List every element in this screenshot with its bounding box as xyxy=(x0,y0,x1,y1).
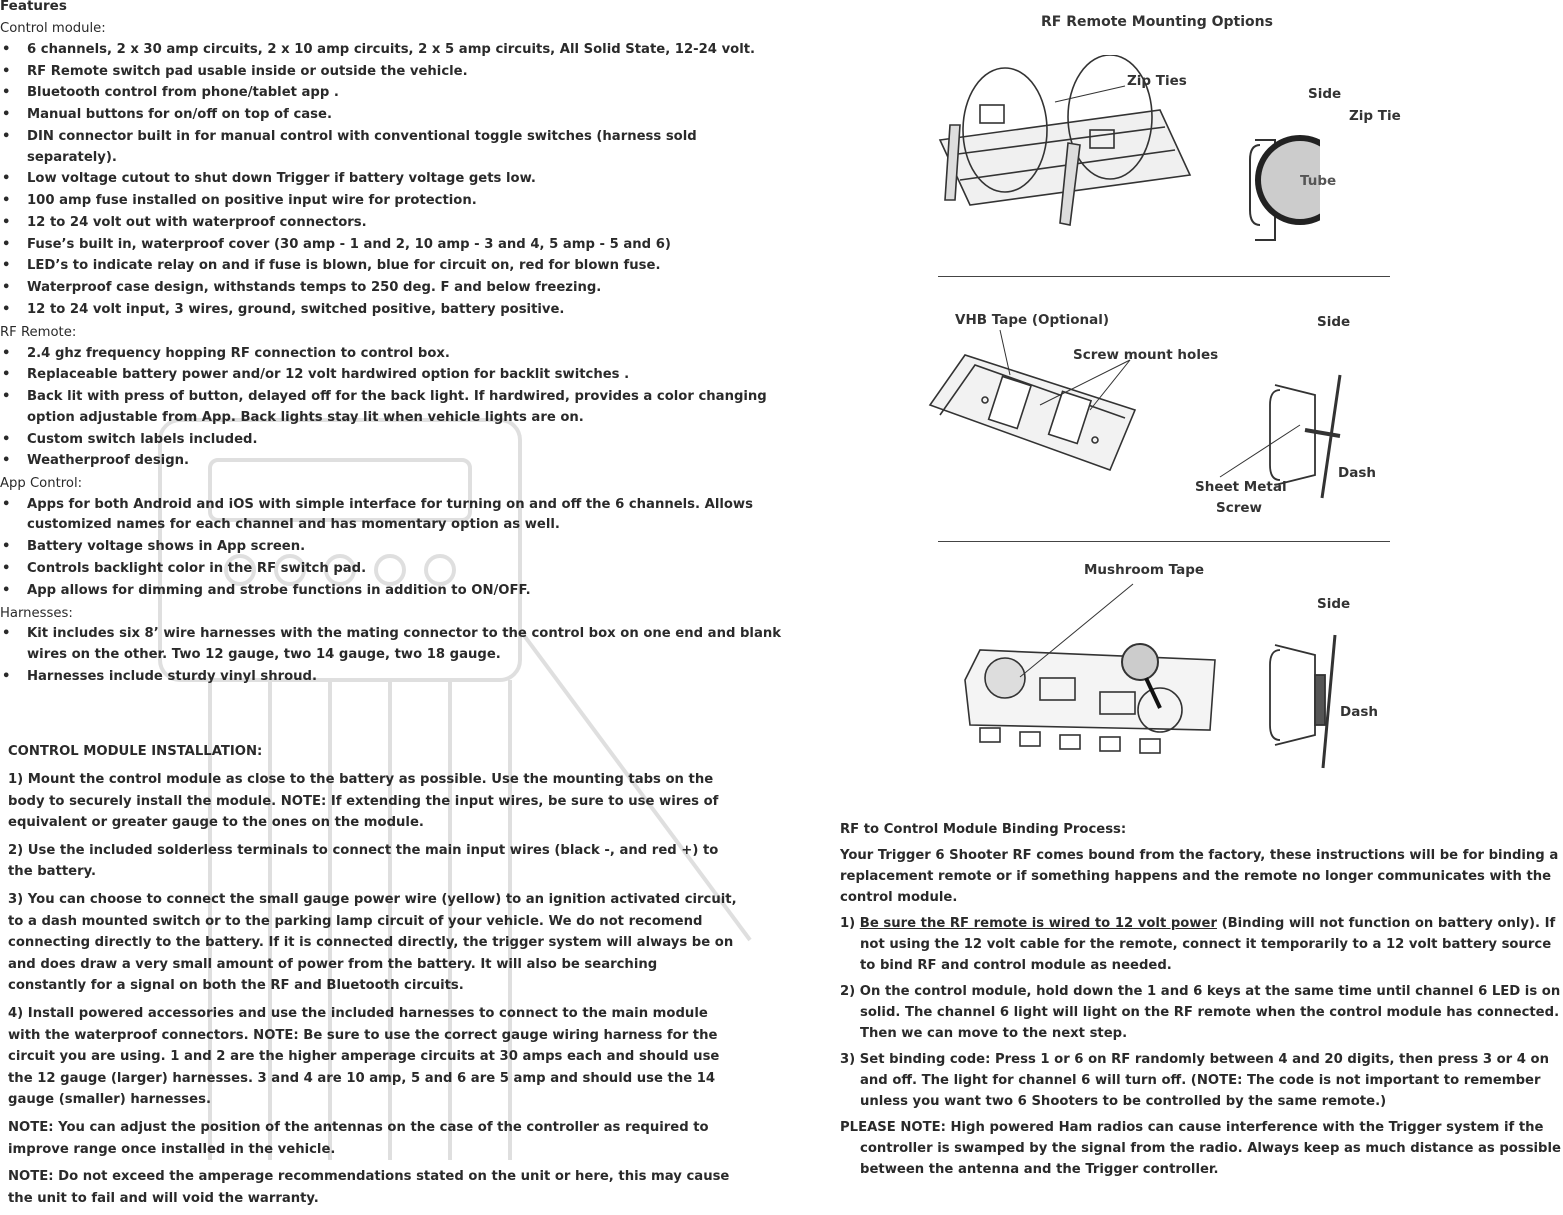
mushroom-dash-label: Dash xyxy=(1340,704,1378,720)
binding-intro: Your Trigger 6 Shooter RF comes bound from the factory, these instructions will be for binding a replacement remote or if something happens and the remote no longer communicates with the control module. xyxy=(840,848,1559,905)
list-item: • RF Remote switch pad usable inside or outside the vehicle. xyxy=(0,62,785,83)
features-list xyxy=(0,18,785,689)
tube-label: Tube xyxy=(1300,173,1337,189)
list-item: • Fuse’s built in, waterproof cover (30 amp - 1 and 2, 10 amp - 3 and 4, 5 amp - 5 and 6) xyxy=(0,235,785,256)
step-emphasis: Be sure the RF remote is wired to 12 volt power xyxy=(859,916,1217,931)
divider xyxy=(938,276,1390,277)
zip-ties-label: Zip Ties xyxy=(1127,73,1187,89)
installation-heading: CONTROL MODULE INSTALLATION: xyxy=(8,744,263,759)
zip-leader-lines xyxy=(1050,80,1180,110)
list-item: • Replaceable battery power and/or 12 volt hardwired option for backlit switches . xyxy=(0,365,785,386)
mushroom-side-label: Side xyxy=(1317,596,1351,612)
warning-prefix: NOTE: xyxy=(8,1169,59,1185)
screw-holes-label: Screw mount holes xyxy=(1073,347,1219,363)
list-item: • Bluetooth control from phone/tablet app . xyxy=(0,83,785,104)
binding-note: PLEASE NOTE: High powered Ham radios can cause interference with the Trigger system if the controller is swamped by the signal from the radio. Always keep as much distance as possible between the antenna and the Trigger controller. xyxy=(840,1120,1561,1177)
harnesses-list xyxy=(0,624,785,687)
list-item: • Weatherproof design. xyxy=(0,451,785,472)
mushroom-leader-line xyxy=(1000,582,1140,682)
list-item: • Harnesses include sturdy vinyl shroud. xyxy=(0,667,785,688)
installation-step: 1) Mount the control module as close to the battery as possible. Use the mounting tabs on the body to securely install the module. NOTE: If extending the input wires, be sure to use wires of equivalent or greater gauge to the ones on the module. xyxy=(8,772,719,831)
list-item: • Battery voltage shows in App screen. xyxy=(0,537,785,558)
control-module-label: Control module: xyxy=(0,21,106,36)
binding-step-2: 2) On the control module, hold down the 1 and 6 keys at the same time until channel 6 LED is on solid. The channel 6 light will light on the RF remote when the control module has connected. Then we can move to the next step. xyxy=(840,984,1561,1041)
list-item: • DIN connector built in for manual control with conventional toggle switches (harness sold separately). xyxy=(0,127,785,168)
installation-step: NOTE: You can adjust the position of the antennas on the case of the controller as required to improve range once installed in the vehicle. xyxy=(8,1119,709,1157)
harnesses-label: Harnesses: xyxy=(0,605,73,621)
list-item: • 100 amp fuse installed on positive input wire for protection. xyxy=(0,191,785,212)
control-module-list xyxy=(0,40,785,321)
list-item: • LED’s to indicate relay on and if fuse is blown, blue for circuit on, red for blown fuse. xyxy=(0,256,785,277)
installation-warning xyxy=(8,1166,738,1209)
app-control-label: App Control: xyxy=(0,476,83,492)
rf-remote-label: RF Remote: xyxy=(0,324,77,340)
warning-text: Do not exceed the amperage recommendations stated on the unit or here, this may cause the unit to fail and will void the warranty. xyxy=(8,1169,730,1206)
installation-step: 4) Install powered accessories and use the included harnesses to connect to the main module with the waterproof connectors. NOTE: Be sure to use the correct gauge wiring harness for the circuit you are using. 1 and 2 are the higher amperage circuits at 30 amps each and should use the 12 gauge (larger) harnesses. 3 and 4 are 10 amp, 5 and 6 are 5 amp and should use the 14 gauge (smaller) harnesses. xyxy=(8,1005,720,1108)
list-item: • 12 to 24 volt out with waterproof connectors. xyxy=(0,213,785,234)
list-item: • Waterproof case design, withstands temps to 250 deg. F and below freezing. xyxy=(0,278,785,299)
zip-side-label: Side xyxy=(1308,86,1342,102)
binding-section xyxy=(840,822,1563,1185)
mounting-title: RF Remote Mounting Options xyxy=(1041,14,1273,30)
list-item: • Apps for both Android and iOS with simple interface for turning on and off the 6 channels. Allows customized names for each channel and has momentary option as well. xyxy=(0,495,785,536)
installation-step: 3) You can choose to connect the small gauge power wire (yellow) to an ignition activated circuit, to a dash mounted switch or to the parking lamp circuit of your vehicle. We do not recomend connecting directly to the battery. If it is connected directly, the trigger system will always be on and does draw a very small amount of power from the battery. It will also be searching constantly for a signal on both the RF and Bluetooth circuits. xyxy=(8,891,737,994)
mushroom-tape-label: Mushroom Tape xyxy=(1084,562,1205,578)
step-text: (Binding will not function on battery only). If not using the 12 volt cable for the remote, connect it temporarily to a 12 volt battery source to bind RF and control module as needed. xyxy=(860,916,1556,973)
list-item: • 6 channels, 2 x 30 amp circuits, 2 x 10 amp circuits, 2 x 5 amp circuits, All Solid State, 12-24 volt. xyxy=(0,40,785,61)
binding-heading: RF to Control Module Binding Process: xyxy=(840,822,1127,837)
mushroom-side-diagram xyxy=(1265,630,1345,770)
rf-remote-list xyxy=(0,344,785,472)
list-item: • Manual buttons for on/off on top of case. xyxy=(0,105,785,126)
vhb-side-label: Side xyxy=(1317,314,1351,330)
list-item: • Controls backlight color in the RF switch pad. xyxy=(0,559,785,580)
list-item: • App allows for dimming and strobe functions in addition to ON/OFF. xyxy=(0,581,785,602)
list-item: • Custom switch labels included. xyxy=(0,430,785,451)
zip-tie-label: Zip Tie xyxy=(1349,108,1401,124)
list-item: • 12 to 24 volt input, 3 wires, ground, switched positive, battery positive. xyxy=(0,300,785,321)
list-item: • 2.4 ghz frequency hopping RF connection to control box. xyxy=(0,344,785,365)
list-item: • Back lit with press of button, delayed off for the back light. If hardwired, provides a color changing option adjustable from App. Back lights stay lit when vehicle lights are on. xyxy=(0,387,785,428)
right-column xyxy=(820,0,1563,1186)
vhb-tape-label: VHB Tape (Optional) xyxy=(955,312,1110,328)
installation-section xyxy=(8,744,738,1215)
divider xyxy=(938,541,1390,542)
list-item: • Kit includes six 8’ wire harnesses with the mating connector to the control box on one end and blank wires on the other. Two 12 gauge, two 14 gauge, two 18 gauge. xyxy=(0,624,785,665)
sheet-metal-label: Sheet Metal xyxy=(1195,479,1287,495)
binding-step-1 xyxy=(840,913,1563,976)
app-control-list xyxy=(0,495,785,602)
binding-step-3: 3) Set binding code: Press 1 or 6 on RF randomly between 4 and 20 digits, then press 3 or 4 on and off. The light for channel 6 will turn off. (NOTE: The code is not important to remember unless you want two 6 Shooters to be controlled by the same remote.) xyxy=(840,1052,1549,1109)
screw-label: Screw xyxy=(1216,500,1263,516)
features-heading: Features xyxy=(0,0,67,14)
vhb-dash-label: Dash xyxy=(1338,465,1376,481)
vhb-leader-lines xyxy=(980,325,1320,485)
step-number: 1) xyxy=(840,916,860,931)
list-item: • Low voltage cutout to shut down Trigger if battery voltage gets low. xyxy=(0,169,785,190)
installation-step: 2) Use the included solderless terminals to connect the main input wires (black -, and red +) to the battery. xyxy=(8,842,719,880)
